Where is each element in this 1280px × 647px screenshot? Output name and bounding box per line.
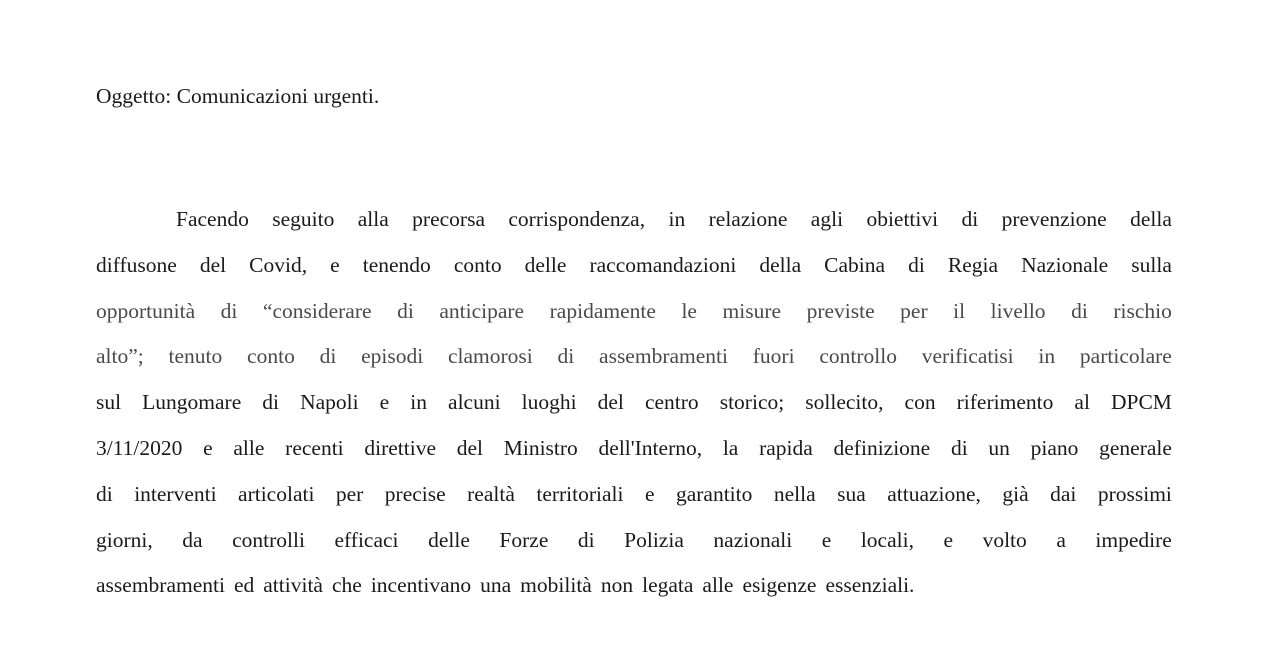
word: alto”; (96, 344, 144, 369)
word: alle (702, 573, 734, 598)
word: il (953, 298, 966, 323)
word: precise (384, 481, 446, 506)
word: mobilità (520, 573, 592, 598)
word: piano (1030, 435, 1079, 460)
word: particolare (1079, 344, 1172, 369)
word: “considerare (262, 298, 372, 323)
word: legata (642, 573, 694, 598)
word: recenti (285, 435, 344, 460)
word: conto (247, 344, 295, 369)
word: alle (233, 435, 265, 460)
word: del (456, 435, 484, 460)
paragraph-line (96, 197, 1172, 243)
word: opportunità (96, 298, 196, 323)
word: rapidamente (549, 298, 656, 323)
word: tenendo (362, 252, 431, 277)
word: e (821, 527, 832, 552)
word: in (1038, 344, 1056, 369)
word: storico; (719, 390, 785, 415)
word: al (1074, 390, 1090, 415)
word: di (319, 344, 337, 369)
word: seguito (272, 207, 335, 231)
word: da (182, 527, 203, 552)
word: DPCM (1110, 390, 1172, 415)
word: nazionali (713, 527, 793, 552)
word: rapida (759, 435, 813, 460)
word: Forze (499, 527, 549, 552)
word: della (759, 252, 802, 277)
word: previste (806, 298, 875, 323)
word: di (262, 390, 280, 415)
word: centro (644, 390, 699, 415)
word: una (480, 573, 512, 598)
word: di (397, 298, 414, 323)
word: sollecito, (805, 390, 884, 415)
word: alla (357, 207, 389, 231)
word: Polizia (624, 527, 684, 552)
word: e (203, 435, 213, 460)
word: luoghi (521, 390, 577, 415)
word: livello (990, 298, 1046, 323)
word: Regia (947, 252, 999, 277)
word: a (1056, 527, 1066, 552)
word: Ministro (503, 435, 578, 460)
word: con (904, 390, 936, 415)
word: ed (233, 573, 255, 598)
word: verificatisi (921, 344, 1014, 369)
word: agli (810, 207, 844, 231)
paragraph-line (96, 380, 1172, 426)
word: territoriali (536, 481, 624, 506)
word: dai (1050, 481, 1077, 506)
word: di (557, 344, 575, 369)
word: le (681, 298, 697, 323)
word: prossimi (1097, 481, 1172, 506)
word: di (950, 435, 968, 460)
word: sul (96, 390, 122, 415)
paragraph-line (96, 563, 1172, 609)
word: già (1002, 481, 1029, 506)
word: essenziali. (825, 573, 915, 598)
word: e (330, 252, 340, 277)
word: sua (837, 481, 866, 506)
word: locali, (860, 527, 914, 552)
word: di (1071, 298, 1088, 323)
word: Lungomare (142, 390, 242, 415)
word: generale (1099, 435, 1172, 460)
word: assembramenti (599, 344, 728, 369)
word: in (410, 390, 427, 415)
word: Cabina (824, 252, 886, 277)
word: corrispondenza, (508, 207, 646, 231)
paragraph-line (96, 289, 1172, 335)
word: che (331, 573, 362, 598)
word: assembramenti (96, 573, 225, 598)
word: delle (428, 527, 470, 552)
word: Facendo (176, 207, 249, 231)
word: non (600, 573, 634, 598)
word: delle (524, 252, 567, 277)
word: e (644, 481, 655, 506)
word: precorsa (412, 207, 485, 231)
word: obiettivi (866, 207, 939, 231)
word: dell'Interno, (598, 435, 703, 460)
word: articolati (238, 481, 315, 506)
paragraph-line (96, 472, 1172, 518)
word: di (96, 481, 113, 506)
word: in (668, 207, 686, 231)
word: 3/11/2020 (96, 435, 183, 460)
word: conto (453, 252, 502, 277)
paragraph-line (96, 518, 1172, 564)
paragraph-line (96, 243, 1172, 289)
word: misure (722, 298, 782, 323)
word: realtà (467, 481, 515, 506)
word: diffusone (96, 252, 177, 277)
word: efficaci (334, 527, 399, 552)
word: rischio (1113, 298, 1172, 323)
word: per (335, 481, 364, 506)
subject-line: Oggetto: Comunicazioni urgenti. (96, 84, 380, 108)
word: della (1130, 207, 1172, 231)
word: raccomandazioni (589, 252, 737, 277)
word: incentivano (370, 573, 472, 598)
word: nella (773, 481, 816, 506)
word: tenuto (168, 344, 223, 369)
word: alcuni (448, 390, 501, 415)
word: Nazionale (1021, 252, 1109, 277)
word: episodi (361, 344, 424, 369)
word: del (597, 390, 624, 415)
word: attività (263, 573, 323, 598)
word: direttive (364, 435, 437, 460)
word: giorni, (96, 527, 153, 552)
word: garantito (675, 481, 753, 506)
word: Napoli (300, 390, 359, 415)
word: anticipare (439, 298, 525, 323)
word: impedire (1095, 527, 1172, 552)
word: sulla (1131, 252, 1172, 277)
paragraph-line (96, 334, 1172, 380)
word: controllo (819, 344, 897, 369)
word: riferimento (956, 390, 1054, 415)
word: attuazione, (887, 481, 981, 506)
word: di (961, 207, 979, 231)
word: di (577, 527, 595, 552)
word: volto (982, 527, 1027, 552)
body-paragraph (96, 197, 1172, 609)
word: Covid, (249, 252, 308, 277)
word: esigenze (742, 573, 817, 598)
word: prevenzione (1001, 207, 1107, 231)
word: del (199, 252, 227, 277)
word: di (908, 252, 925, 277)
word: relazione (708, 207, 788, 231)
word: per (900, 298, 928, 323)
word: la (722, 435, 739, 460)
word: fuori (752, 344, 795, 369)
paragraph-line (96, 426, 1172, 472)
word: di (220, 298, 238, 323)
word: e (943, 527, 954, 552)
word: clamorosi (447, 344, 533, 369)
word: definizione (833, 435, 931, 460)
word: interventi (134, 481, 217, 506)
word: controlli (232, 527, 305, 552)
word: e (379, 390, 390, 415)
word: un (988, 435, 1010, 460)
